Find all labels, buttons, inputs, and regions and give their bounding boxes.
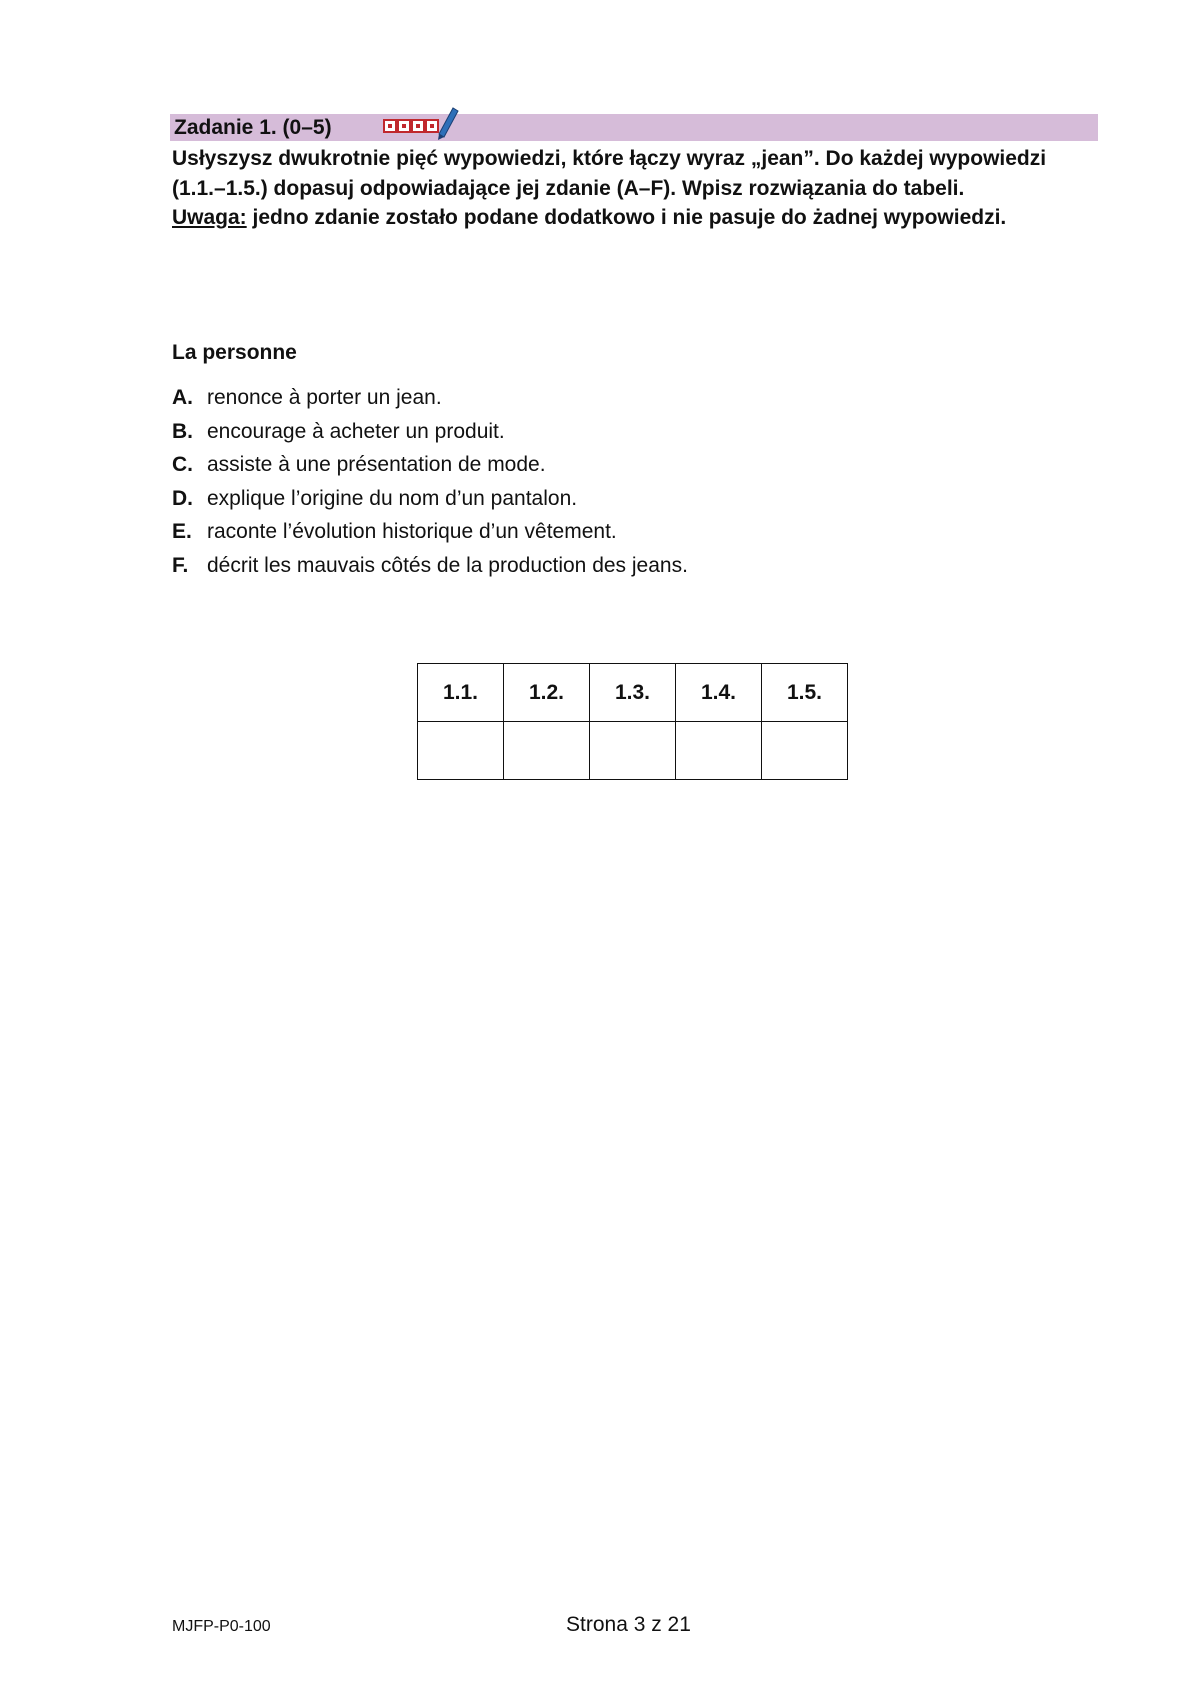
option-text: explique l’origine du nom d’un pantalon. xyxy=(207,486,578,510)
instruction-text: Usłyszysz dwukrotnie pięć wypowiedzi, które łączy wyraz „jean”. Do każdej wypowiedzi (1.1.–1.5.) dopasuj odpowiadające jej zdanie (A–F). Wpisz rozwiązania do tabeli. xyxy=(172,147,1047,200)
option-d xyxy=(172,485,688,519)
task-title: Zadanie 1. (0–5) xyxy=(174,116,332,139)
answer-header-1-5: 1.5. xyxy=(762,664,848,722)
option-text: assiste à une présentation de mode. xyxy=(207,453,546,476)
answer-cell-1-5[interactable] xyxy=(762,722,848,780)
option-text: décrit les mauvais côtés de la production des jeans. xyxy=(207,553,688,577)
task-instruction xyxy=(172,144,1092,233)
options-list xyxy=(172,384,688,585)
option-a xyxy=(172,384,688,418)
option-letter: C. xyxy=(172,453,193,476)
answer-table-answer-row xyxy=(418,722,848,780)
note-text: jedno zdanie zostało podane dodatkowo i nie pasuje do żadnej wypowiedzi. xyxy=(246,206,1007,229)
answer-cell-1-3[interactable] xyxy=(590,722,676,780)
answer-header-1-3: 1.3. xyxy=(590,664,676,722)
option-text: raconte l’évolution historique d’un vêtement. xyxy=(207,520,617,543)
option-e xyxy=(172,518,688,552)
exam-code: MJFP-P0-100 xyxy=(172,1618,271,1635)
option-letter: D. xyxy=(172,486,193,510)
answer-header-1-4: 1.4. xyxy=(676,664,762,722)
option-letter: E. xyxy=(172,520,192,543)
note-label: Uwaga: xyxy=(172,206,247,229)
answer-table-header-row xyxy=(418,664,848,722)
option-f xyxy=(172,552,688,586)
instruction-note xyxy=(172,203,1092,233)
option-letter: B. xyxy=(172,419,193,443)
option-text: renonce à porter un jean. xyxy=(207,386,442,409)
option-text: encourage à acheter un produit. xyxy=(207,419,505,443)
answer-cell-1-1[interactable] xyxy=(418,722,504,780)
answer-header-1-2: 1.2. xyxy=(504,664,590,722)
answer-header-1-1: 1.1. xyxy=(418,664,504,722)
answer-table xyxy=(417,663,848,780)
task-header xyxy=(170,114,1098,141)
pen-icon xyxy=(438,108,458,140)
option-c xyxy=(172,451,688,485)
answer-cell-1-4[interactable] xyxy=(676,722,762,780)
answer-cell-1-2[interactable] xyxy=(504,722,590,780)
option-b xyxy=(172,418,688,452)
page-number: Strona 3 z 21 xyxy=(566,1613,691,1636)
option-letter: F. xyxy=(172,553,189,577)
options-subheading: La personne xyxy=(172,341,297,364)
option-letter: A. xyxy=(172,386,193,409)
speaker-icons xyxy=(383,104,463,142)
